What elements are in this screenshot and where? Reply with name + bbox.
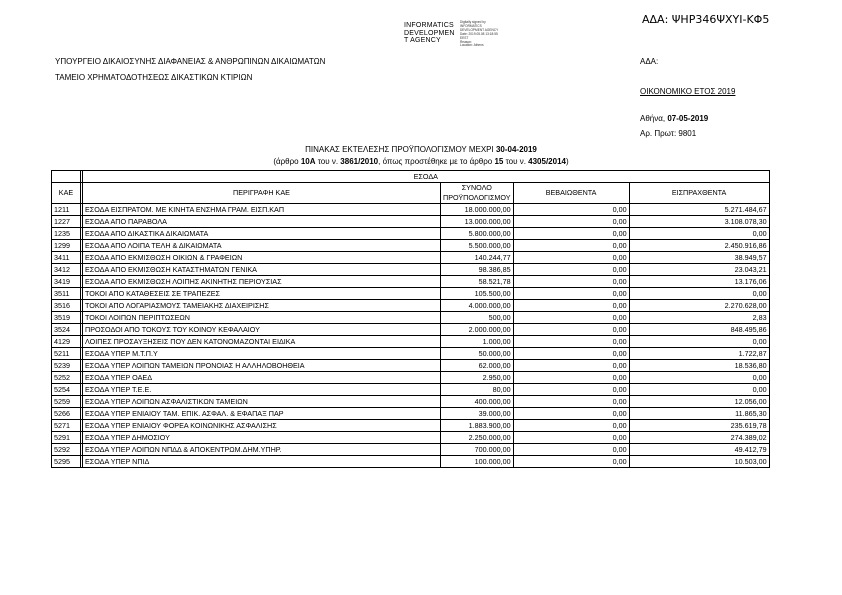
budget-total-cell: 700.000,00 xyxy=(441,444,514,456)
table-row xyxy=(52,204,770,216)
description-cell: ΕΣΟΔΑ ΕΙΣΠΡΑΤΟΜ. ΜΕ ΚΙΝΗΤΑ ΕΝΣΗΜΑ ΓΡΑΜ. ΕΙΣΠ.ΚΑΠ xyxy=(83,204,441,216)
collected-cell: 12.056,00 xyxy=(629,396,769,408)
table-row xyxy=(52,312,770,324)
description-cell: ΤΟΚΟΙ ΛΟΙΠΩΝ ΠΕΡΙΠΤΩΣΕΩΝ xyxy=(83,312,441,324)
collected-cell: 2,83 xyxy=(629,312,769,324)
collected-cell: 13.176,06 xyxy=(629,276,769,288)
kae-cell: 3511 xyxy=(52,288,81,300)
col-total xyxy=(441,183,514,204)
report-title xyxy=(0,145,842,154)
section-title: ΕΣΟΔΑ xyxy=(83,171,770,183)
description-cell: ΕΣΟΔΑ ΑΠΟ ΠΑΡΑΒΟΛΑ xyxy=(83,216,441,228)
collected-cell: 0,00 xyxy=(629,372,769,384)
stamp-line: DEVELOPMEN xyxy=(404,29,455,37)
description-cell: ΕΣΟΔΑ ΥΠΕΡ ΝΠΙΔ xyxy=(83,456,441,468)
signature-detail-line: Digitally signed by xyxy=(460,20,486,24)
budget-total-cell: 100.000,00 xyxy=(441,456,514,468)
verified-cell: 0,00 xyxy=(513,216,629,228)
subtitle-part: , όπως προστέθηκε με το άρθρο xyxy=(378,157,495,166)
verified-cell: 0,00 xyxy=(513,204,629,216)
verified-cell: 0,00 xyxy=(513,288,629,300)
signature-detail-line: Location: Athens xyxy=(460,43,484,48)
table-row xyxy=(52,420,770,432)
budget-total-cell: 4.000.000,00 xyxy=(441,300,514,312)
verified-cell: 0,00 xyxy=(513,348,629,360)
signature-details xyxy=(460,21,498,48)
fund-name: ΤΑΜΕΙΟ ΧΡΗΜΑΤΟΔΟΤΗΣΕΩΣ ΔΙΚΑΣΤΙΚΩΝ ΚΤΙΡΙΩΝ xyxy=(55,73,253,82)
table-row xyxy=(52,360,770,372)
budget-total-cell: 39.000,00 xyxy=(441,408,514,420)
verified-cell: 0,00 xyxy=(513,228,629,240)
col-kae: ΚΑΕ xyxy=(52,183,81,204)
description-cell: ΕΣΟΔΑ ΥΠΕΡ ΛΟΙΠΩΝ ΤΑΜΕΙΩΝ ΠΡΟΝΟΙΑΣ Η ΑΛΛΗΛΟΒΟΗΘΕΙΑ xyxy=(83,360,441,372)
col-desc: ΠΕΡΙΓΡΑΦΗ ΚΑΕ xyxy=(83,183,441,204)
section-header-row xyxy=(52,171,770,183)
signature-detail-line: Reason: xyxy=(460,39,472,44)
collected-cell: 0,00 xyxy=(629,336,769,348)
signature-detail-line: DEVELOPMENT AGENCY xyxy=(460,27,499,32)
collected-cell: 2.270.628,00 xyxy=(629,300,769,312)
table-row xyxy=(52,336,770,348)
kae-cell: 1211 xyxy=(52,204,81,216)
table-row xyxy=(52,372,770,384)
subtitle-part: 4305/2014 xyxy=(528,157,566,166)
subtitle-part: 10Α xyxy=(300,157,316,166)
signature-detail-line: Date: 2019.05.08 13:18:55 xyxy=(460,31,498,36)
kae-cell: 1235 xyxy=(52,228,81,240)
table-row xyxy=(52,216,770,228)
verified-cell: 0,00 xyxy=(513,432,629,444)
kae-cell: 1227 xyxy=(52,216,81,228)
description-cell: ΕΣΟΔΑ ΥΠΕΡ ΕΝΙΑΙΟΥ ΤΑΜ. ΕΠΙΚ. ΑΣΦΑΛ. & ΕΦΑΠΑΞ ΠΑΡ xyxy=(83,408,441,420)
date-label: Αθήνα, xyxy=(640,114,668,123)
collected-cell: 23.043,21 xyxy=(629,264,769,276)
header-cell xyxy=(52,171,81,183)
fiscal-year: ΟΙΚΟΝΟΜΙΚΟ ΕΤΟΣ 2019 xyxy=(640,87,736,96)
ada-label: ΑΔΑ: xyxy=(640,57,659,66)
budget-total-cell: 5.500.000,00 xyxy=(441,240,514,252)
budget-total-cell: 5.800.000,00 xyxy=(441,228,514,240)
column-header-row xyxy=(52,183,770,204)
verified-cell: 0,00 xyxy=(513,252,629,264)
verified-cell: 0,00 xyxy=(513,300,629,312)
budget-total-cell: 2.250.000,00 xyxy=(441,432,514,444)
verified-cell: 0,00 xyxy=(513,360,629,372)
table-row xyxy=(52,228,770,240)
table-row xyxy=(52,432,770,444)
description-cell: ΕΣΟΔΑ ΥΠΕΡ ΔΗΜΟΣΙΟΥ xyxy=(83,432,441,444)
table-row xyxy=(52,348,770,360)
table-row xyxy=(52,252,770,264)
verified-cell: 0,00 xyxy=(513,264,629,276)
kae-cell: 3411 xyxy=(52,252,81,264)
col-verified: ΒΕΒΑΙΩΘΕΝΤΑ xyxy=(513,183,629,204)
title-date: 30-04-2019 xyxy=(495,145,537,154)
kae-cell: 5295 xyxy=(52,456,81,468)
description-cell: ΕΣΟΔΑ ΥΠΕΡ Μ.Τ.Π.Υ xyxy=(83,348,441,360)
table-row xyxy=(52,396,770,408)
budget-total-cell: 98.386,85 xyxy=(441,264,514,276)
kae-cell: 5252 xyxy=(52,372,81,384)
kae-cell: 1299 xyxy=(52,240,81,252)
verified-cell: 0,00 xyxy=(513,336,629,348)
subtitle-part: ) xyxy=(565,157,569,166)
report-subtitle xyxy=(0,157,842,166)
description-cell: ΕΣΟΔΑ ΑΠΟ ΕΚΜΙΣΘΩΣΗ ΛΟΙΠΗΣ ΑΚΙΝΗΤΗΣ ΠΕΡΙΟΥΣΙΑΣ xyxy=(83,276,441,288)
table-row xyxy=(52,240,770,252)
collected-cell: 1.722,87 xyxy=(629,348,769,360)
kae-cell: 4129 xyxy=(52,336,81,348)
kae-cell: 3412 xyxy=(52,264,81,276)
signature-detail-line: EEST xyxy=(460,35,469,40)
description-cell: ΤΟΚΟΙ ΑΠΟ ΚΑΤΑΘΕΣΕΙΣ ΣΕ ΤΡΑΠΕΖΕΣ xyxy=(83,288,441,300)
verified-cell: 0,00 xyxy=(513,312,629,324)
table-row xyxy=(52,384,770,396)
table-row xyxy=(52,456,770,468)
collected-cell: 235.619,78 xyxy=(629,420,769,432)
kae-cell: 5254 xyxy=(52,384,81,396)
title-text: ΠΙΝΑΚΑΣ ΕΚΤΕΛΕΣΗΣ ΠΡΟΫΠΟΛΟΓΙΣΜΟΥ ΜΕΧΡΙ xyxy=(305,145,496,154)
ministry-name: ΥΠΟΥΡΓΕΙΟ ΔΙΚΑΙΟΣΥΝΗΣ ΔΙΑΦΑΝΕΙΑΣ & ΑΝΘΡΩΠΙΝΩΝ ΔΙΚΑΙΩΜΑΤΩΝ xyxy=(55,57,326,66)
collected-cell: 5.271.484,67 xyxy=(629,204,769,216)
date-value: 07-05-2019 xyxy=(667,114,709,123)
budget-total-cell: 2.000.000,00 xyxy=(441,324,514,336)
budget-total-cell: 140.244,77 xyxy=(441,252,514,264)
collected-cell: 2.450.916,86 xyxy=(629,240,769,252)
kae-cell: 3516 xyxy=(52,300,81,312)
collected-cell: 274.389,02 xyxy=(629,432,769,444)
ada-top: ΑΔΑ: ΨΗΡ346ΨΧΥΙ-ΚΦ5 xyxy=(642,13,770,26)
verified-cell: 0,00 xyxy=(513,240,629,252)
table-row xyxy=(52,288,770,300)
collected-cell: 10.503,00 xyxy=(629,456,769,468)
description-cell: ΕΣΟΔΑ ΥΠΕΡ ΛΟΙΠΩΝ ΝΠΔΔ & ΑΠΟΚΕΝΤΡΩΜ.ΔΗΜ.ΥΠΗΡ. xyxy=(83,444,441,456)
kae-cell: 5266 xyxy=(52,408,81,420)
collected-cell: 0,00 xyxy=(629,384,769,396)
budget-total-cell: 50.000,00 xyxy=(441,348,514,360)
digital-signature-stamp xyxy=(404,22,455,45)
signature-detail-line: INFORMATICS xyxy=(460,23,482,28)
verified-cell: 0,00 xyxy=(513,324,629,336)
collected-cell: 11.865,30 xyxy=(629,408,769,420)
kae-cell: 5211 xyxy=(52,348,81,360)
collected-cell: 49.412,79 xyxy=(629,444,769,456)
budget-total-cell: 58.521,78 xyxy=(441,276,514,288)
table-row xyxy=(52,264,770,276)
verified-cell: 0,00 xyxy=(513,420,629,432)
kae-cell: 5271 xyxy=(52,420,81,432)
budget-total-cell: 13.000.000,00 xyxy=(441,216,514,228)
budget-total-cell: 18.000.000,00 xyxy=(441,204,514,216)
col-collected: ΕΙΣΠΡΑΧΘΕΝΤΑ xyxy=(629,183,769,204)
budget-total-cell: 400.000,00 xyxy=(441,396,514,408)
collected-cell: 18.536,80 xyxy=(629,360,769,372)
verified-cell: 0,00 xyxy=(513,396,629,408)
collected-cell: 848.495,86 xyxy=(629,324,769,336)
collected-cell: 3.108.078,30 xyxy=(629,216,769,228)
description-cell: ΕΣΟΔΑ ΥΠΕΡ ΛΟΙΠΩΝ ΑΣΦΑΛΙΣΤΙΚΩΝ ΤΑΜΕΙΩΝ xyxy=(83,396,441,408)
budget-total-cell: 62.000,00 xyxy=(441,360,514,372)
table-row xyxy=(52,300,770,312)
subtitle-part: 3861/2010 xyxy=(340,157,379,166)
description-cell: ΕΣΟΔΑ ΥΠΕΡ ΟΑΕΔ xyxy=(83,372,441,384)
kae-cell: 5259 xyxy=(52,396,81,408)
kae-cell: 5291 xyxy=(52,432,81,444)
table-row xyxy=(52,408,770,420)
protocol-number: Αρ. Πρωτ: 9801 xyxy=(640,129,697,138)
table-row xyxy=(52,276,770,288)
col-total-line: ΠΡΟΫΠΟΛΟΓΙΣΜΟΥ xyxy=(443,193,511,202)
collected-cell: 0,00 xyxy=(629,228,769,240)
revenue-table xyxy=(51,170,770,468)
kae-cell: 3419 xyxy=(52,276,81,288)
verified-cell: 0,00 xyxy=(513,444,629,456)
budget-total-cell: 2.950,00 xyxy=(441,372,514,384)
subtitle-part: 15 xyxy=(494,157,504,166)
date-line xyxy=(640,114,708,123)
description-cell: ΕΣΟΔΑ ΥΠΕΡ ΕΝΙΑΙΟΥ ΦΟΡΕΑ ΚΟΙΝΩΝΙΚΗΣ ΑΣΦΑΛΙΣΗΣ xyxy=(83,420,441,432)
description-cell: ΛΟΙΠΕΣ ΠΡΟΣΑΥΞΗΣΕΙΣ ΠΟΥ ΔΕΝ ΚΑΤΟΝΟΜΑΖΟΝΤΑΙ ΕΙΔΙΚΑ xyxy=(83,336,441,348)
table-row xyxy=(52,324,770,336)
budget-total-cell: 1.000,00 xyxy=(441,336,514,348)
table-row xyxy=(52,444,770,456)
description-cell: ΕΣΟΔΑ ΥΠΕΡ Τ.Ε.Ε. xyxy=(83,384,441,396)
verified-cell: 0,00 xyxy=(513,456,629,468)
verified-cell: 0,00 xyxy=(513,384,629,396)
description-cell: ΕΣΟΔΑ ΑΠΟ ΔΙΚΑΣΤΙΚΑ ΔΙΚΑΙΩΜΑΤΑ xyxy=(83,228,441,240)
budget-total-cell: 105.500,00 xyxy=(441,288,514,300)
budget-total-cell: 500,00 xyxy=(441,312,514,324)
col-total-line: ΣΥΝΟΛΟ xyxy=(461,183,492,192)
collected-cell: 0,00 xyxy=(629,288,769,300)
collected-cell: 38.949,57 xyxy=(629,252,769,264)
budget-total-cell: 1.883.900,00 xyxy=(441,420,514,432)
verified-cell: 0,00 xyxy=(513,372,629,384)
verified-cell: 0,00 xyxy=(513,408,629,420)
description-cell: ΕΣΟΔΑ ΑΠΟ ΕΚΜΙΣΘΩΣΗ ΚΑΤΑΣΤΗΜΑΤΩΝ ΓΕΝΙΚΑ xyxy=(83,264,441,276)
stamp-line: T AGENCY xyxy=(404,37,441,45)
description-cell: ΤΟΚΟΙ ΑΠΟ ΛΟΓΑΡΙΑΣΜΟΥΣ ΤΑΜΕΙΑΚΗΣ ΔΙΑΧΕΙΡΙΣΗΣ xyxy=(83,300,441,312)
kae-cell: 3519 xyxy=(52,312,81,324)
budget-total-cell: 80,00 xyxy=(441,384,514,396)
kae-cell: 3524 xyxy=(52,324,81,336)
description-cell: ΠΡΟΣΟΔΟΙ ΑΠΟ ΤΟΚΟΥΣ ΤΟΥ ΚΟΙΝΟΥ ΚΕΦΑΛΑΙΟΥ xyxy=(83,324,441,336)
subtitle-part: (άρθρο xyxy=(273,157,301,166)
kae-cell: 5239 xyxy=(52,360,81,372)
subtitle-part: του ν. xyxy=(315,157,341,166)
description-cell: ΕΣΟΔΑ ΑΠΟ ΛΟΙΠΑ ΤΕΛΗ & ΔΙΚΑΙΩΜΑΤΑ xyxy=(83,240,441,252)
subtitle-part: του ν. xyxy=(503,157,529,166)
stamp-line: INFORMATICS xyxy=(404,22,454,29)
kae-cell: 5292 xyxy=(52,444,81,456)
description-cell: ΕΣΟΔΑ ΑΠΟ ΕΚΜΙΣΘΩΣΗ ΟΙΚΙΩΝ & ΓΡΑΦΕΙΩΝ xyxy=(83,252,441,264)
verified-cell: 0,00 xyxy=(513,276,629,288)
